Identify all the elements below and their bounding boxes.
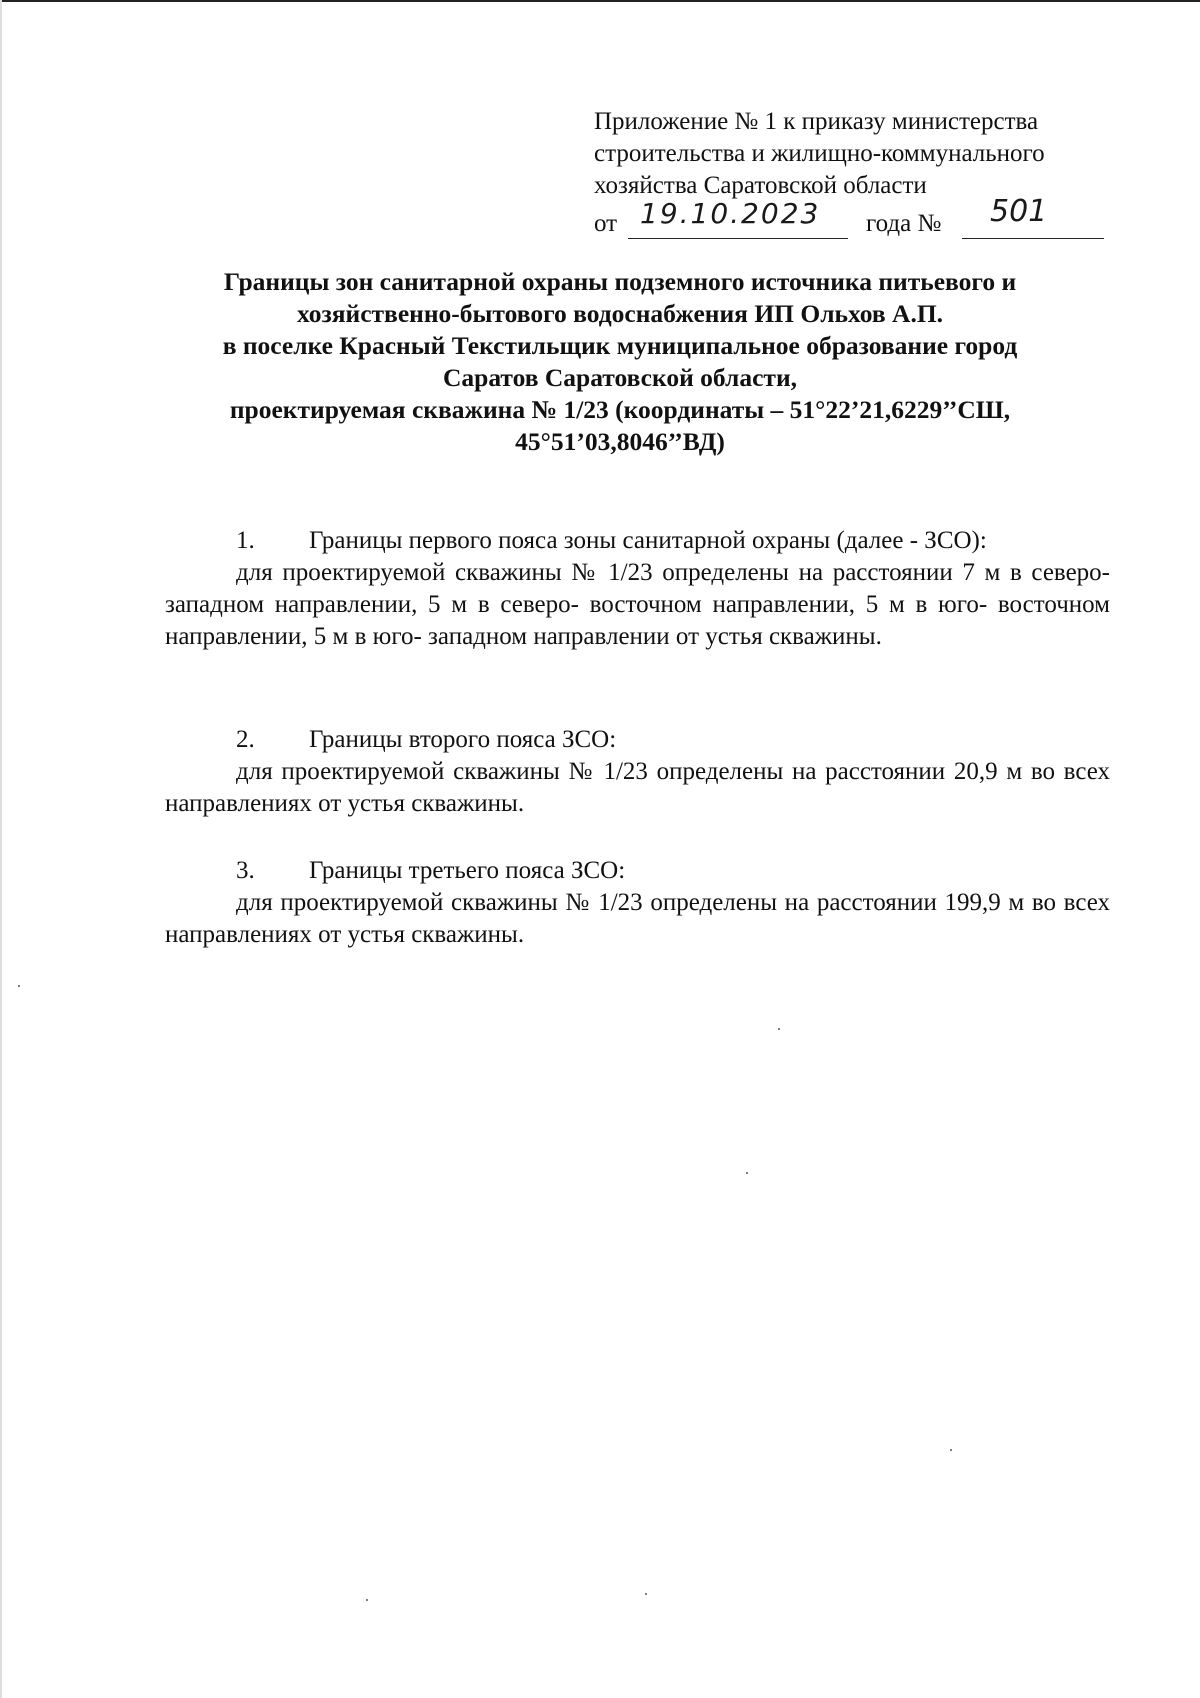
title-line-4: Саратов Саратовской области,: [442, 363, 798, 392]
date-prefix: от: [594, 210, 618, 237]
scan-speck: [950, 1449, 952, 1451]
section-heading-text: Границы второго пояса ЗСО:: [309, 726, 617, 753]
title-line-3: в поселке Красный Текстильщик муниципальное образование город: [222, 331, 1018, 360]
appendix-line-2: строительства и жилищно-коммунального: [594, 140, 1045, 167]
handwritten-date: 19.10.2023: [640, 197, 821, 230]
section-number: 1.: [236, 527, 255, 554]
scan-speck: [18, 985, 20, 987]
document-title: [160, 266, 1080, 458]
section-first-belt: [165, 525, 1110, 653]
section-number: 2.: [236, 726, 255, 753]
page-left-edge: [0, 0, 2, 1698]
section-second-belt: [165, 724, 1110, 820]
scan-speck: [366, 1599, 368, 1601]
section-heading: [165, 525, 1110, 557]
title-line-1: Границы зон санитарной охраны подземного источника питьевого и: [223, 267, 1017, 296]
section-body: для проектируемой скважины № 1/23 определены на расстоянии 7 м в северо- западном направлении, 5 м в северо- восточном направлении, 5 м в юго- восточном направлении, 5 м в юго- западном направлении от устья скважины.: [165, 559, 1110, 650]
section-body: для проектируемой скважины № 1/23 определены на расстоянии 199,9 м во всех направлениях от устья скважины.: [165, 889, 1110, 948]
title-line-5: проектируемая скважина № 1/23 (координаты – 51°22’21,6229’’СШ,: [229, 395, 1011, 424]
year-number-label: года №: [866, 210, 942, 237]
section-heading: [165, 724, 1110, 756]
scan-speck: [645, 1593, 647, 1595]
date-number-row: [594, 194, 1114, 240]
scan-speck: [778, 1028, 780, 1030]
order-number-field: [962, 194, 1104, 239]
title-line-6: 45°51’03,8046’’ВД): [515, 427, 725, 456]
handwritten-order-number: 501: [990, 194, 1048, 229]
appendix-line-1: Приложение № 1 к приказу министерства: [594, 108, 1039, 135]
title-line-2: хозяйственно-бытового водоснабжения ИП Ольхов А.П.: [296, 299, 944, 328]
page-top-edge: [0, 0, 1200, 2]
appendix-header: [594, 106, 1114, 240]
section-number: 3.: [236, 857, 255, 884]
appendix-line-3: хозяйства Саратовской области: [594, 172, 927, 199]
date-field: [628, 197, 848, 239]
section-body: для проектируемой скважины № 1/23 определены на расстоянии 20,9 м во всех направлениях от устья скважины.: [165, 758, 1110, 817]
section-heading: [165, 855, 1110, 887]
section-heading-text: Границы третьего пояса ЗСО:: [309, 857, 626, 884]
scan-speck: [746, 1172, 748, 1174]
section-heading-text: Границы первого пояса зоны санитарной охраны (далее - ЗСО):: [309, 527, 987, 554]
section-third-belt: [165, 855, 1110, 951]
